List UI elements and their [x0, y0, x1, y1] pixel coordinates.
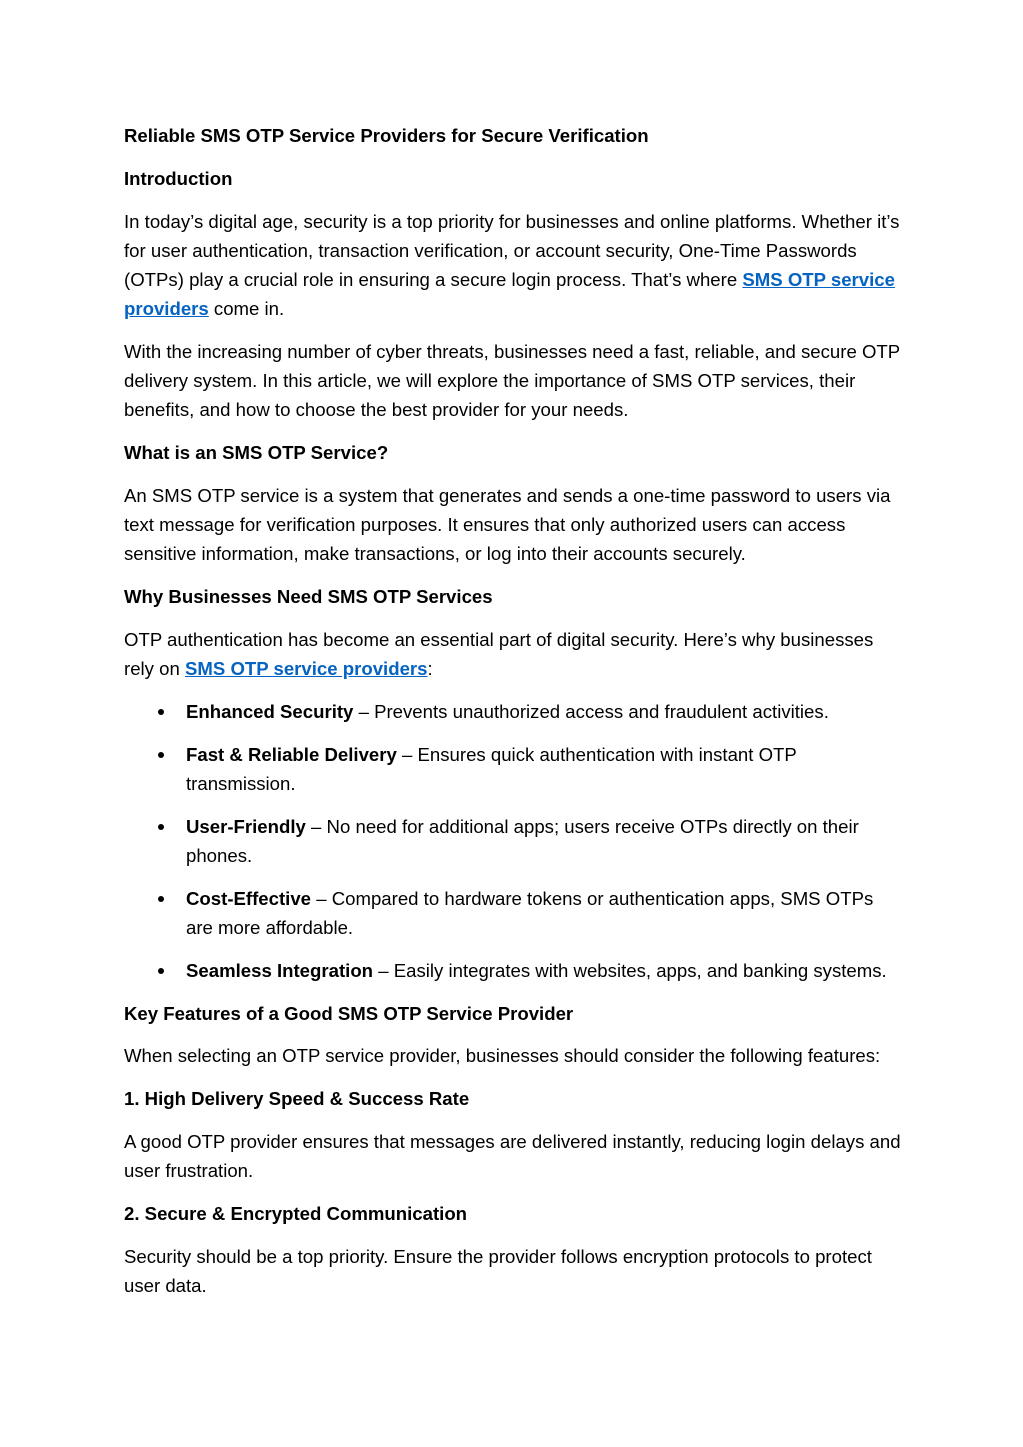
- benefit-desc: – Easily integrates with websites, apps, and banking systems.: [373, 959, 887, 981]
- section-heading-why: Why Businesses Need SMS OTP Services: [124, 586, 493, 608]
- what-is-paragraph: An SMS OTP service is a system that generates and sends a one-time password to users via text message for verification purposes. It ensures that only authorized users can access sensitive information, make transactions, or log into their accounts securely.: [124, 485, 891, 565]
- bullet-icon: [158, 709, 164, 715]
- bullet-icon: [158, 968, 164, 974]
- why-paragraph-text: OTP authentication has become an essential part of digital security. Here’s why businesses rely on: [124, 629, 874, 680]
- feature-heading-secure-communication: 2. Secure & Encrypted Communication: [124, 1202, 468, 1224]
- intro-paragraph-1-text: In today’s digital age, security is a top priority for businesses and online platforms. Whether it’s for user authentication, transaction verification, or account security, One-Time Passwords (OTPs) play a crucial role in ensuring a secure login process. That’s where: [124, 210, 900, 290]
- bullet-icon: [158, 752, 164, 758]
- document-body: [124, 121, 904, 1314]
- benefit-term: Fast & Reliable Delivery: [186, 743, 397, 765]
- list-item: [124, 812, 904, 870]
- intro-paragraph-2: With the increasing number of cyber threats, businesses need a fast, reliable, and secure OTP delivery system. In this article, we will explore the importance of SMS OTP services, their benefits, and how to choose the best provider for your needs.: [124, 341, 900, 421]
- list-item: [124, 956, 904, 985]
- benefit-desc: – No need for additional apps; users receive OTPs directly on their phones.: [186, 815, 859, 866]
- benefit-desc: – Prevents unauthorized access and fraudulent activities.: [353, 701, 829, 722]
- features-paragraph: When selecting an OTP service provider, businesses should consider the following features:: [124, 1045, 881, 1067]
- document-title: Reliable SMS OTP Service Providers for Secure Verification: [124, 125, 649, 146]
- sms-otp-providers-link[interactable]: SMS OTP service providers: [124, 269, 895, 320]
- list-item: [124, 740, 904, 798]
- benefit-term: Enhanced Security: [186, 701, 354, 722]
- list-item: [124, 884, 904, 942]
- intro-paragraph-1: [124, 207, 904, 324]
- list-item: [124, 697, 904, 726]
- sms-otp-providers-link-2[interactable]: SMS OTP service providers: [184, 658, 428, 680]
- bullet-icon: [158, 896, 164, 902]
- feature-paragraph-delivery-speed: A good OTP provider ensures that messages are delivered instantly, reducing login delays and user frustration.: [124, 1130, 901, 1182]
- benefit-term: Cost-Effective: [186, 887, 312, 909]
- bullet-icon: [158, 824, 164, 830]
- feature-paragraph-secure-communication: Security should be a top priority. Ensure the provider follows encryption protocols to protect user data.: [124, 1245, 872, 1296]
- benefits-list: [124, 697, 904, 985]
- benefit-term: Seamless Integration: [186, 959, 374, 981]
- benefit-term: User-Friendly: [186, 815, 306, 837]
- benefit-desc: – Compared to hardware tokens or authentication apps, SMS OTPs are more affordable.: [186, 887, 874, 938]
- section-heading-introduction: Introduction: [124, 167, 233, 189]
- why-paragraph-after: :: [427, 658, 433, 680]
- benefit-desc: – Ensures quick authentication with instant OTP transmission.: [186, 743, 797, 794]
- feature-heading-delivery-speed: 1. High Delivery Speed & Success Rate: [124, 1088, 470, 1110]
- section-heading-features: Key Features of a Good SMS OTP Service Provider: [124, 1002, 574, 1024]
- section-heading-what-is: What is an SMS OTP Service?: [124, 442, 389, 464]
- why-paragraph: [124, 625, 904, 683]
- intro-paragraph-1-after: come in.: [208, 298, 285, 320]
